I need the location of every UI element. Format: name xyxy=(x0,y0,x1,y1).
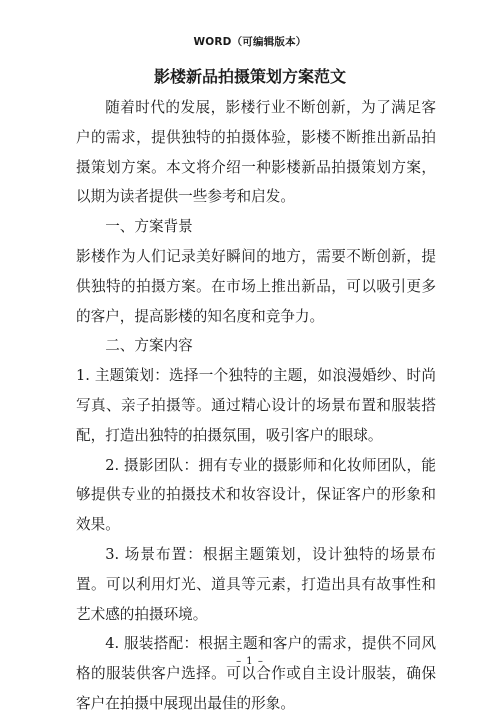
content-item-team: 2. 摄影团队：拥有专业的摄影师和化妆师团队，能够提供专业的拍摄技术和妆容设计，保证客户的形象和效果。 xyxy=(76,456,436,534)
section-heading-background: 一、方案背景 xyxy=(105,218,193,236)
document-title: 影楼新品拍摄策划方案范文 xyxy=(153,67,346,86)
section-heading-content: 二、方案内容 xyxy=(105,337,193,355)
content-item-scene: 3. 场景布置：根据主题策划，设计独特的场景布置。可以利用灯光、道具等元素，打造出具有故事性和艺术感的拍摄环境。 xyxy=(76,545,436,623)
page-header: WORD（可编辑版本） xyxy=(193,36,307,48)
intro-paragraph: 随着时代的发展，影楼行业不断创新，为了满足客户的需求，提供独特的拍摄体验，影楼不断推出新品拍摄策划方案。本文将介绍一种影楼新品拍摄策划方案，以期为读者提供一些参考和启发。 xyxy=(76,99,436,206)
background-paragraph: 影楼作为人们记录美好瞬间的地方，需要不断创新，提供独特的拍摄方案。在市场上推出新品，可以吸引更多的客户，提高影楼的知名度和竞争力。 xyxy=(76,247,436,325)
document-body xyxy=(76,93,436,719)
content-item-costume: 4. 服装搭配：根据主题和客户的需求，提供不同风格的服装供客户选择。可以合作或自主设计服装，确保客户在拍摄中展现出最佳的形象。 xyxy=(76,635,436,712)
page-number: – 1 – xyxy=(236,656,264,667)
content-item-theme: 1. 主题策划：选择一个独特的主题，如浪漫婚纱、时尚写真、亲子拍摄等。通过精心设计的场景布置和服装搭配，打造出独特的拍摄氛围，吸引客户的眼球。 xyxy=(76,367,436,444)
